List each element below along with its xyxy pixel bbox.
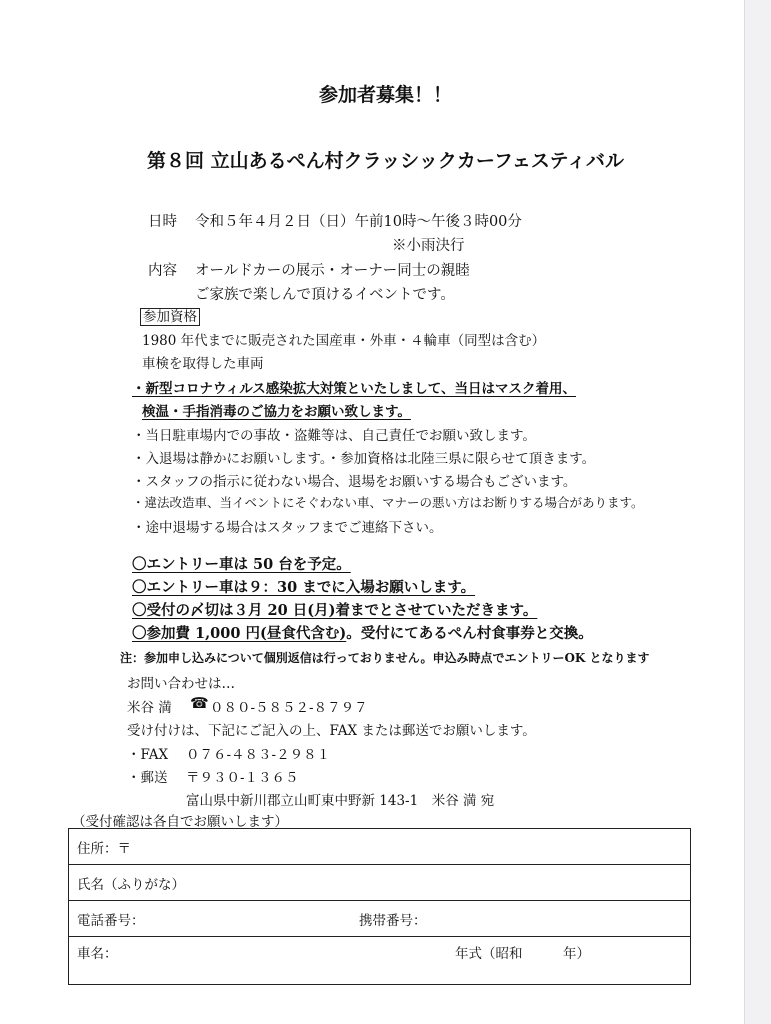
contact-heading: お問い合わせは… bbox=[127, 676, 235, 692]
contact-name: 米谷 満 bbox=[127, 700, 172, 716]
date-label: 日時 bbox=[148, 214, 177, 230]
application-form bbox=[68, 828, 691, 985]
eligibility-heading bbox=[140, 305, 200, 325]
rain-note: ※小雨決行 bbox=[392, 238, 465, 254]
contact-phone: ０８０-５８５２-８７９７ bbox=[210, 700, 368, 716]
notice-item-5: ・途中退場する場合はスタッフまでご連絡下さい。 bbox=[132, 520, 443, 536]
submission-instructions: 受け付けは、下記にご記入の上、FAX または郵送でお願いします。 bbox=[127, 723, 536, 739]
fax-number: ０７６-４８３-２９８１ bbox=[186, 747, 331, 763]
content-line-2: ご家族で楽しんで頂けるイベントです。 bbox=[195, 287, 455, 303]
car-row bbox=[69, 937, 691, 985]
reply-note: 注：参加申し込みについて個別返信は行っておりません。申込み時点でエントリーOK となります bbox=[120, 651, 650, 665]
content-label: 内容 bbox=[148, 263, 177, 279]
notice-item-2: ・入退場は静かにお願いします。・参加資格は北陸三県に限らせて頂きます。 bbox=[132, 451, 596, 467]
fax-label: ・FAX bbox=[127, 747, 169, 763]
date-value: 令和５年４月２日（日）午前10時～午後３時00分 bbox=[195, 214, 522, 230]
content-line-1: オールドカーの展示・オーナー同士の親睦 bbox=[195, 263, 470, 279]
covid-notice-line-1: ・新型コロナウィルス感染拡大対策といたしまして、当日はマスク着用、 bbox=[132, 381, 577, 397]
event-title: 第８回 立山あるぺん村クラッシックカーフェスティバル bbox=[146, 150, 625, 172]
phone-row bbox=[69, 901, 691, 937]
mail-label: ・郵送 bbox=[127, 770, 168, 786]
entry-fee: 〇参加費 1,000 円(昼食代含む) bbox=[132, 625, 347, 642]
mobile-field[interactable]: 携帯番号： bbox=[359, 912, 427, 929]
entry-fee-exchange: 。受付にてあるぺん村食事券と交換。 bbox=[346, 625, 593, 642]
car-name-field[interactable]: 車名： bbox=[77, 946, 118, 962]
notice-item-3: ・スタッフの指示に従わない場合、退場をお願いする場合もございます。 bbox=[132, 474, 577, 490]
entry-line-2: 〇エントリー車は９：30 までに入場お願いします。 bbox=[132, 579, 476, 596]
confirmation-note: （受付確認は各自でお願いします） bbox=[72, 814, 288, 830]
eligibility-heading-text: 参加資格 bbox=[140, 308, 200, 326]
mail-address: 富山県中新川郡立山町東中野新 143-1 米谷 満 宛 bbox=[186, 793, 495, 809]
postal-code: 〒９３０-１３６５ bbox=[186, 770, 299, 786]
page-title: 参加者募集！！ bbox=[318, 84, 452, 106]
notice-item-1: ・当日駐車場内での事故・盗難等は、自己責任でお願い致します。 bbox=[132, 428, 536, 444]
notice-item-4: ・違法改造車、当イベントにそぐわない車、マナーの悪い方はお断りする場合があります。 bbox=[132, 495, 644, 510]
eligibility-line-2: 車検を取得した車両 bbox=[142, 356, 264, 372]
entry-line-3: 〇受付の〆切は３月 20 日(月)着までとさせていただきます。 bbox=[132, 602, 538, 619]
entry-line-4 bbox=[132, 622, 593, 643]
covid-notice-line-2: 検温・手指消毒のご協力をお願い致します。 bbox=[142, 404, 411, 420]
car-year-field[interactable]: 年式（昭和 年） bbox=[455, 946, 590, 962]
phone-field[interactable]: 電話番号： bbox=[77, 912, 145, 929]
entry-line-1: 〇エントリー車は 50 台を予定。 bbox=[132, 556, 351, 573]
eligibility-line-1: 1980 年代までに販売された国産車・外車・４輪車（同型は含む） bbox=[142, 333, 546, 349]
name-field[interactable]: 氏名（ふりがな） bbox=[69, 865, 691, 901]
address-field[interactable]: 住所：〒 bbox=[69, 829, 691, 865]
phone-icon: ☎ bbox=[190, 694, 209, 712]
